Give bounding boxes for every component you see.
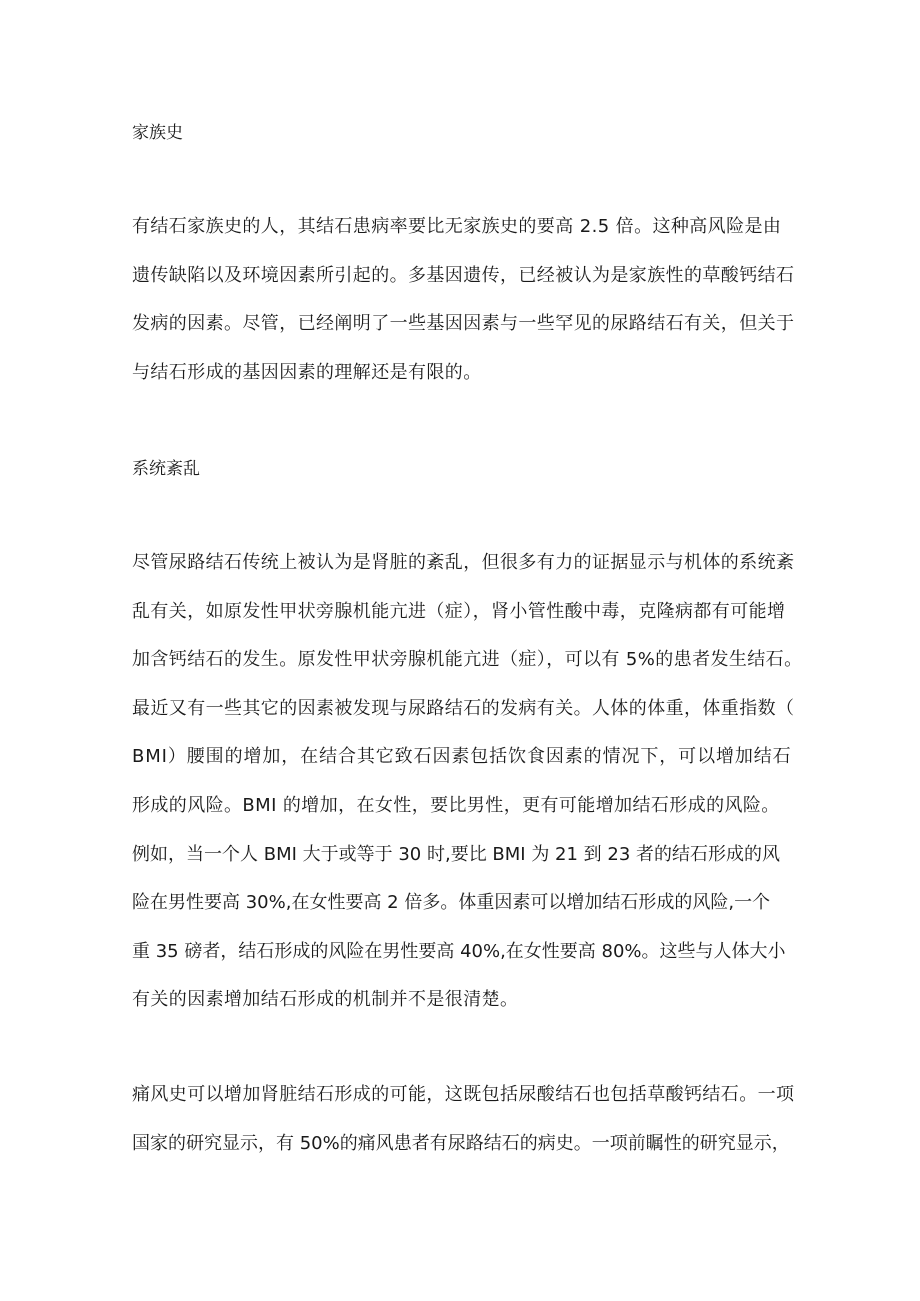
paragraph-line: BMI）腰围的增加，在结合其它致石因素包括饮食因素的情况下，可以增加结石 xyxy=(132,746,792,768)
paragraph-line: 国家的研究显示，有 50%的痛风患者有尿路结石的病史。一项前瞩性的研究显示， xyxy=(132,1132,790,1154)
paragraph-line: 加含钙结石的发生。原发性甲状旁腺机能亢进（症），可以有 5%的患者发生结石。 xyxy=(132,649,803,671)
paragraph-line: 尽管尿路结石传统上被认为是肾脏的紊乱，但很多有力的证据显示与机体的系统紊 xyxy=(132,552,795,573)
paragraph-gout xyxy=(132,1083,800,1180)
paragraph-line: 例如，当一个人 BMI 大于或等于 30 时,要比 BMI 为 21 到 23 者的结石形成的风 xyxy=(132,843,781,865)
paragraph-family-history xyxy=(132,215,800,409)
paragraph-line: 遗传缺陷以及环境因素所引起的。多基因遗传，已经被认为是家族性的草酸钙结石 xyxy=(132,264,795,286)
paragraph-line: 与结石形成的基因因素的理解还是有限的。 xyxy=(132,361,482,383)
heading-systemic-disorder: 系统紊乱 xyxy=(132,459,200,479)
paragraph-line: 重 35 磅者，结石形成的风险在男性要高 40%,在女性要高 80%。这些与人体大小 xyxy=(132,940,786,962)
paragraph-line: 乱有关，如原发性甲状旁腺机能亢进（症），肾小管性酸中毒，克隆病都有可能增 xyxy=(132,600,786,622)
paragraph-line: 形成的风险。BMI 的增加，在女性，要比男性，更有可能增加结石形成的风险。 xyxy=(132,794,780,816)
paragraph-line: 痛风史可以增加肾脏结石形成的可能，这既包括尿酸结石也包括草酸钙结石。一项 xyxy=(132,1084,795,1105)
paragraph-line: 最近又有一些其它的因素被发现与尿路结石的发病有关。人体的体重，体重指数（ xyxy=(132,697,795,719)
paragraph-line: 险在男性要高 30%,在女性要高 2 倍多。体重因素可以增加结石形成的风险,一个 xyxy=(132,892,771,914)
paragraph-line: 有结石家族史的人，其结石患病率要比无家族史的要高 2.5 倍。这种高风险是由 xyxy=(132,216,782,237)
paragraph-line: 发病的因素。尽管，已经阐明了一些基因因素与一些罕见的尿路结石有关，但关于 xyxy=(132,313,795,335)
paragraph-systemic-disorder xyxy=(132,551,803,1037)
paragraph-line: 有关的因素增加结石形成的机制并不是很清楚。 xyxy=(132,989,519,1011)
heading-family-history: 家族史 xyxy=(132,123,183,143)
